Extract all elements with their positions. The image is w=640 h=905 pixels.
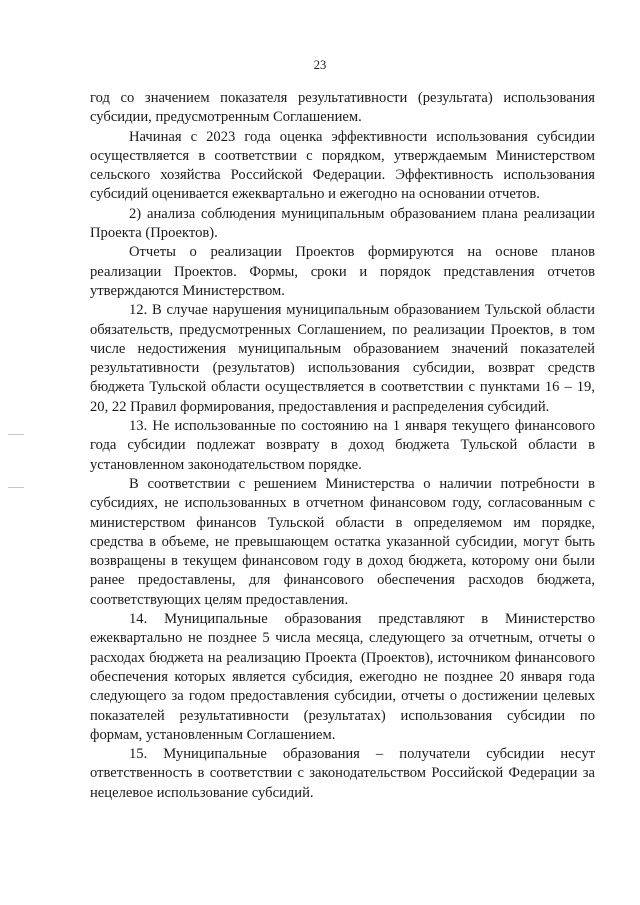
- paragraph-unused-funds: В соответствии с решением Министерства о наличии потребности в субсидиях, не использованных в отчетном финансовом году, согласованным с министерством финансов Тульской области в определяемом им порядке, средства в объеме, не превышающем остатка указанной субсидии, могут быть возвращены в текущем финансовом году в доход бюджета, которому они были ранее предоставлены, для финансового обеспечения расходов бюджета, соответствующих целям предоставления.: [90, 475, 595, 608]
- paragraph-continuation: год со значением показателя результативности (результата) использования субсидии, предусмотренным Соглашением.: [90, 90, 595, 126]
- paragraph-efficiency-assessment: Начиная с 2023 года оценка эффективности использования субсидии осуществляется в соответствии с порядком, утверждаемым Министерством сельского хозяйства Российской Федерации. Эффективность использования субсидий оценивается ежеквартально и ежегодно на основании отчетов.: [90, 128, 595, 203]
- document-body: [90, 89, 595, 803]
- margin-mark: [8, 434, 24, 435]
- paragraph-item-12: 12. В случае нарушения муниципальным образованием Тульской области обязательств, предусмотренных Соглашением, по реализации Проектов, в том числе недостижения муниципальным образованием значений показателей результативности (результатов) использования субсидии, возврат средств бюджета Тульской области осуществляется в соответствии с пунктами 16 – 19, 20, 22 Правил формирования, предоставления и распределения субсидий.: [90, 302, 595, 415]
- paragraph-plan-analysis: 2) анализа соблюдения муниципальным образованием плана реализации Проекта (Проектов).: [90, 205, 595, 242]
- paragraph-project-reports: Отчеты о реализации Проектов формируются на основе планов реализации Проектов. Формы, сроки и порядок представления отчетов утверждаются Министерством.: [90, 244, 595, 299]
- page-number: 23: [313, 58, 327, 72]
- paragraph-item-14: 14. Муниципальные образования представляют в Министерство ежеквартально не позднее 5 числа месяца, следующего за отчетным, отчеты о расходах бюджета на реализацию Проекта (Проектов), источником финансового обеспечения которых является субсидия, ежегодно не позднее 20 января года следующего за годом предоставления субсидии, отчеты о достижении целевых показателей результативности (результатах) использования субсидии по формам, установленным Соглашением.: [90, 611, 595, 743]
- margin-mark: [8, 487, 24, 488]
- paragraph-item-15: 15. Муниципальные образования – получатели субсидии несут ответственность в соответствии с законодательством Российской Федерации за нецелевое использование субсидий.: [90, 746, 595, 801]
- paragraph-item-13: 13. Не использованные по состоянию на 1 января текущего финансового года субсидии подлежат возврату в доход бюджета Тульской области в установленном законодательством порядке.: [90, 418, 595, 473]
